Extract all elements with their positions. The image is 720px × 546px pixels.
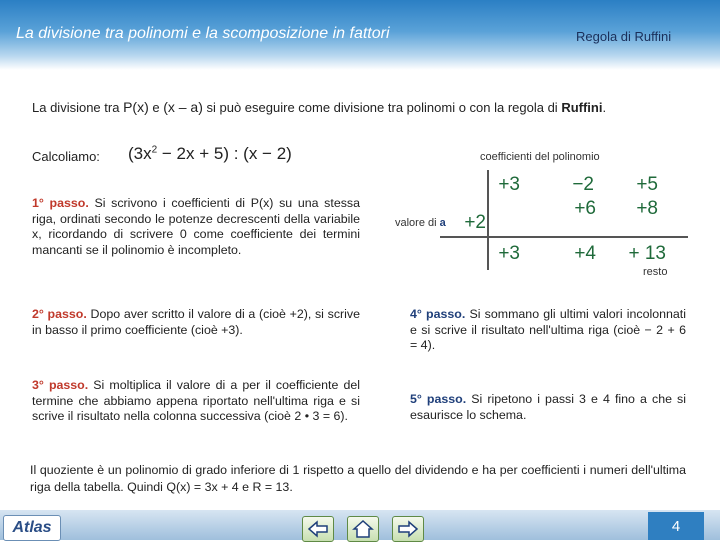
ruffini-word: Ruffini <box>561 100 603 115</box>
step-text: Dopo aver scritto il valore di a (cioè +2), si scrive in basso il primo coefficiente (cioè +3). <box>32 307 360 337</box>
step-text: Si sommano gli ultimi valori incolonnati e si scrive il risultato nell'ultima riga (cioè − 2 + 6 = 4). <box>410 307 686 353</box>
a-value: +2 <box>464 212 486 233</box>
remainder-value: + 13 <box>628 243 666 264</box>
coeff-label: coefficienti del polinomio <box>480 151 600 163</box>
table-cell: +3 <box>498 174 520 195</box>
ruffini-horizontal-line <box>440 236 688 238</box>
table-cell: −2 <box>572 174 594 195</box>
table-cell: +6 <box>574 198 596 219</box>
step-label: 5° passo. <box>410 392 467 406</box>
step-label: 1° passo. <box>32 196 89 210</box>
page-title: La divisione tra polinomi e la scomposizione in fattori <box>16 25 390 42</box>
a-label-var: a <box>439 217 446 229</box>
step-2 <box>32 307 360 338</box>
step-label: 4° passo. <box>410 307 466 321</box>
home-button[interactable] <box>347 516 379 542</box>
step-4 <box>410 307 686 354</box>
px-symbol: P(x) <box>123 99 149 115</box>
step-text: Si moltiplica il valore di a per il coefficiente del termine che abbiamo appena riportato nell'ultima riga e si scrive il risultato nella colonna successiva (cioè 2 • 3 = 6). <box>32 378 361 424</box>
section-title: Regola di Ruffini <box>576 29 672 44</box>
home-icon <box>348 517 378 541</box>
intro-sentence <box>32 99 606 115</box>
page-number: 4 <box>648 512 704 540</box>
expr-part: (3x <box>128 144 152 163</box>
expr-exponent: 2 <box>151 144 158 156</box>
step-1 <box>32 196 360 258</box>
expr-part: − 2x + 5) : (x − 2) <box>157 144 292 163</box>
step-3 <box>32 378 360 425</box>
a-label-text: valore di <box>395 217 440 229</box>
calc-label: Calcoliamo: <box>32 149 100 164</box>
conclusion-text: Il quoziente è un polinomio di grado inferiore di 1 rispetto a quello del dividendo e ha per coefficienti i numeri dell'ultima riga della tabella. Quindi Q(x) = 3x + 4 e R = 13. <box>30 463 686 494</box>
remainder-label: resto <box>643 266 668 278</box>
arrow-right-icon <box>393 517 423 541</box>
step-text: Si scrivono i coefficienti di P(x) su una stessa riga, ordinati secondo le potenze decrescenti della variabile x, ricordando di scrivere 0 come coefficiente dei termini mancanti se il polinomio è incompleto. <box>32 196 360 257</box>
intro-text: si può eseguire come divisione tra polinomi o con la regola di <box>202 100 562 115</box>
step-text: Si ripetono i passi 3 e 4 fino a che si esaurisce lo schema. <box>410 392 686 422</box>
step-label: 3° passo. <box>32 378 89 392</box>
xa-symbol: (x – a) <box>163 99 203 115</box>
division-expression <box>128 144 292 164</box>
arrow-left-icon <box>303 517 333 541</box>
header-bar <box>0 0 720 70</box>
intro-text: . <box>602 100 607 115</box>
table-cell: +3 <box>498 243 520 264</box>
table-cell: +4 <box>574 243 596 264</box>
intro-text: e <box>148 100 164 115</box>
step-5 <box>410 392 686 423</box>
back-button[interactable] <box>302 516 334 542</box>
forward-button[interactable] <box>392 516 424 542</box>
step-label: 2° passo. <box>32 307 87 321</box>
table-cell: +8 <box>636 198 658 219</box>
table-cell: +5 <box>636 174 658 195</box>
intro-text: La divisione tra <box>32 100 124 115</box>
atlas-logo: Atlas <box>3 515 61 541</box>
